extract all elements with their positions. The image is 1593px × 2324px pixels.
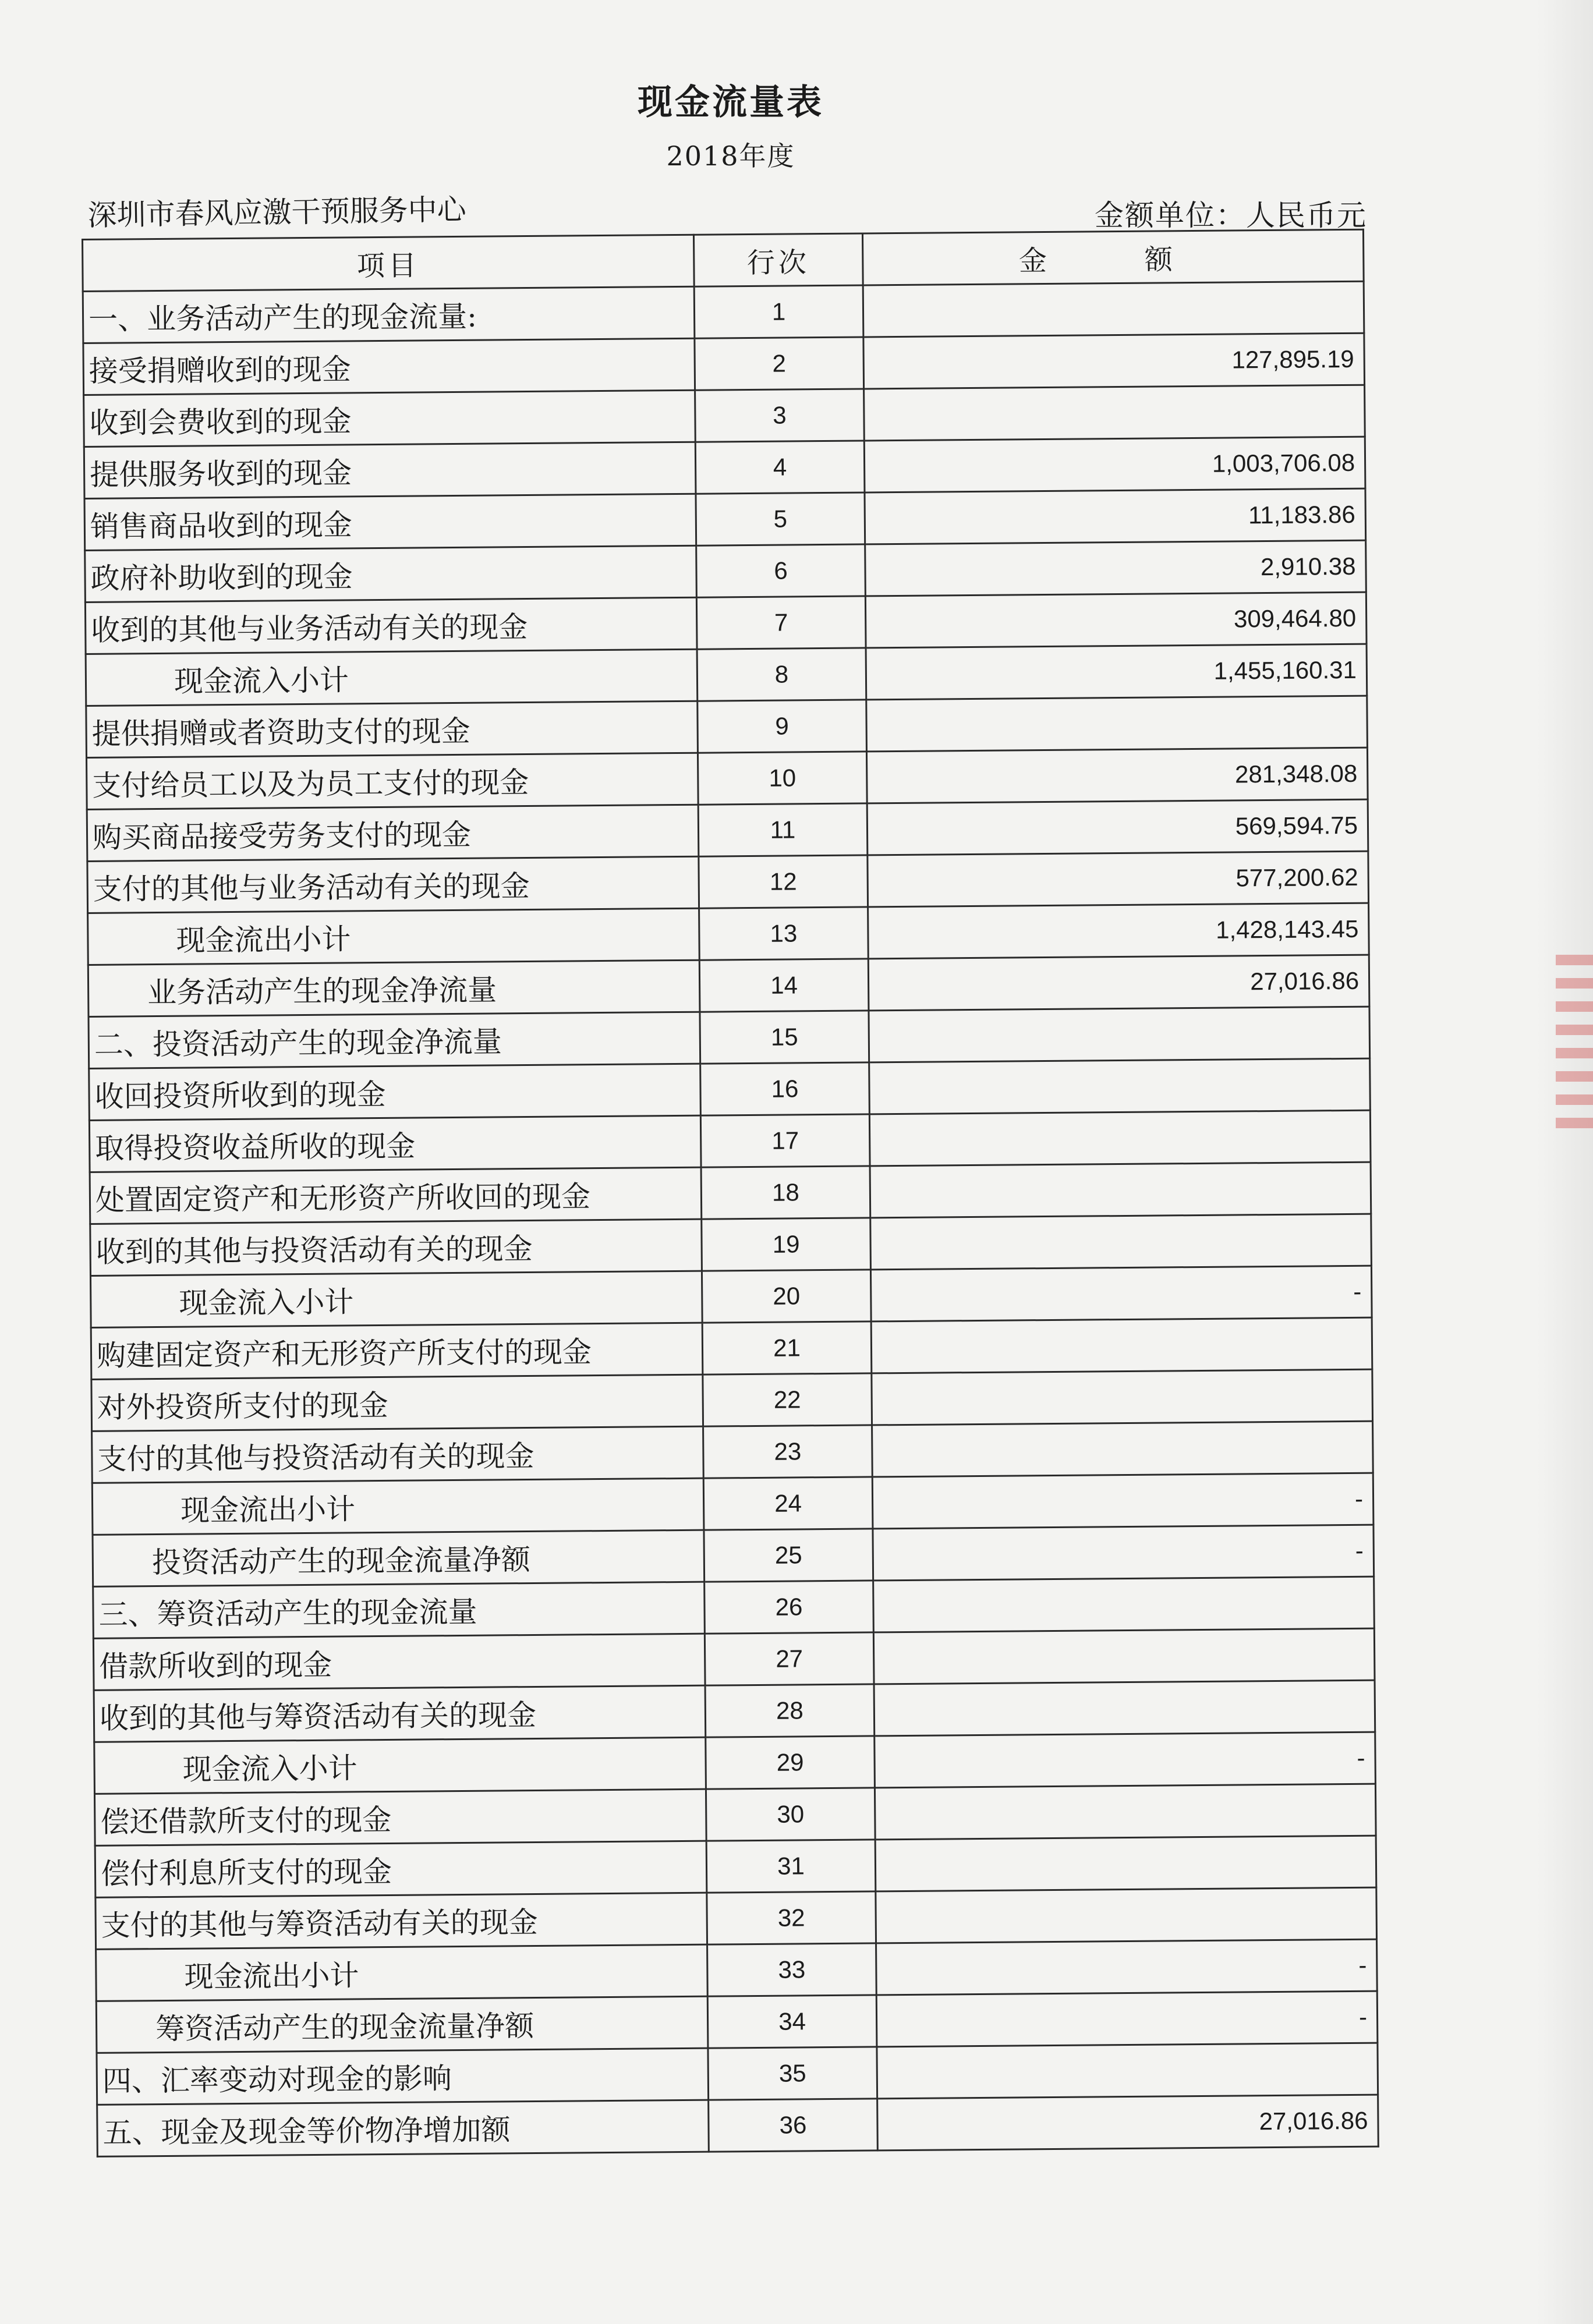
row-line-number: 10 <box>698 752 867 805</box>
row-amount <box>871 1317 1372 1373</box>
row-item-label: 收到会费收到的现金 <box>84 390 696 447</box>
table-body <box>83 281 1378 2156</box>
table-row <box>96 1939 1378 2001</box>
table-row <box>89 1058 1371 1120</box>
table-row <box>87 747 1368 809</box>
table-row <box>94 1784 1376 1845</box>
column-header-line: 行次 <box>693 233 863 286</box>
row-line-number: 11 <box>698 803 868 856</box>
row-item-label: 支付的其他与筹资活动有关的现金 <box>95 1893 707 1949</box>
row-line-number: 3 <box>695 389 865 442</box>
row-amount: 127,895.19 <box>863 333 1365 389</box>
row-line-number: 1 <box>694 285 863 338</box>
row-line-number: 16 <box>700 1062 870 1115</box>
row-item-label: 支付的其他与业务活动有关的现金 <box>87 856 699 913</box>
row-item-label: 现金流入小计 <box>90 1271 702 1327</box>
table-row <box>90 1162 1371 1224</box>
currency-unit: 金额单位：人民币元 <box>1095 199 1367 232</box>
row-line-number: 21 <box>702 1322 872 1374</box>
row-amount <box>877 2043 1378 2099</box>
cash-flow-table <box>82 229 1379 2158</box>
table-row <box>86 696 1368 757</box>
column-header-amount: 金 额 <box>862 229 1364 285</box>
row-item-label: 二、投资活动产生的现金净流量 <box>88 1012 700 1068</box>
row-line-number: 26 <box>705 1581 874 1634</box>
row-amount <box>870 1214 1372 1270</box>
row-amount: 1,455,160.31 <box>866 644 1367 700</box>
row-amount: 27,016.86 <box>868 955 1369 1011</box>
row-line-number: 32 <box>707 1891 876 1944</box>
table-row <box>85 592 1367 654</box>
row-amount: - <box>870 1266 1372 1322</box>
row-amount <box>864 385 1365 441</box>
table-row <box>90 1266 1372 1327</box>
row-line-number: 7 <box>696 596 866 649</box>
row-amount: - <box>872 1473 1373 1529</box>
row-amount: 2,910.38 <box>865 540 1367 596</box>
row-line-number: 5 <box>696 493 865 545</box>
row-line-number: 18 <box>701 1166 870 1219</box>
row-amount <box>869 1007 1370 1062</box>
row-item-label: 现金流出小计 <box>96 1944 708 2001</box>
table-row <box>97 2043 1378 2105</box>
table-row <box>83 281 1364 343</box>
row-amount: - <box>876 1939 1378 1995</box>
row-amount: 11,183.86 <box>865 488 1366 544</box>
table-row <box>85 540 1367 602</box>
row-line-number: 24 <box>703 1477 873 1530</box>
row-item-label: 支付的其他与投资活动有关的现金 <box>92 1426 704 1483</box>
table-row <box>92 1421 1373 1483</box>
table-row <box>90 1214 1372 1276</box>
row-amount: 569,594.75 <box>867 799 1368 855</box>
table-row <box>84 488 1366 550</box>
row-line-number: 4 <box>695 441 865 494</box>
table-row <box>93 1577 1375 1638</box>
table-row <box>84 385 1365 447</box>
row-amount <box>874 1680 1375 1736</box>
row-amount: - <box>876 1991 1378 2047</box>
table-row <box>87 799 1368 861</box>
row-line-number: 9 <box>698 700 867 753</box>
table-row <box>97 2095 1379 2156</box>
row-line-number: 22 <box>703 1373 872 1426</box>
row-line-number: 12 <box>699 855 868 908</box>
table-row <box>93 1628 1375 1690</box>
row-amount <box>870 1162 1371 1218</box>
row-line-number: 13 <box>699 907 869 960</box>
row-line-number: 28 <box>705 1684 875 1737</box>
row-amount <box>873 1577 1375 1632</box>
row-amount: 577,200.62 <box>868 851 1369 907</box>
row-item-label: 处置固定资产和无形资产所收回的现金 <box>90 1167 702 1224</box>
table-header-row <box>83 229 1364 291</box>
row-line-number: 17 <box>700 1114 870 1167</box>
row-item-label: 收到的其他与筹资活动有关的现金 <box>94 1685 706 1742</box>
row-amount: 1,428,143.45 <box>868 903 1369 959</box>
table-row <box>96 1991 1378 2053</box>
row-amount: - <box>873 1525 1374 1581</box>
row-item-label: 取得投资收益所收的现金 <box>89 1115 701 1172</box>
row-amount <box>869 1110 1371 1166</box>
table-row <box>92 1473 1373 1535</box>
row-item-label: 收到的其他与投资活动有关的现金 <box>90 1219 702 1276</box>
row-line-number: 30 <box>706 1788 875 1841</box>
document-period: 2018年度 <box>666 140 795 172</box>
row-line-number: 34 <box>707 1995 877 2048</box>
row-amount <box>872 1369 1373 1425</box>
row-item-label: 收到的其他与业务活动有关的现金 <box>85 597 697 654</box>
row-amount: 27,016.86 <box>877 2095 1379 2151</box>
row-item-label: 投资活动产生的现金流量净额 <box>93 1530 705 1586</box>
table-row <box>88 955 1369 1016</box>
table-row <box>91 1369 1373 1431</box>
row-line-number: 27 <box>705 1632 874 1685</box>
row-line-number: 33 <box>707 1943 877 1996</box>
table-row <box>95 1887 1377 1949</box>
table-row <box>94 1680 1375 1742</box>
row-line-number: 25 <box>704 1529 873 1582</box>
row-item-label: 借款所收到的现金 <box>93 1634 705 1690</box>
table-row <box>83 333 1365 395</box>
row-line-number: 29 <box>706 1736 875 1789</box>
seal-stamp-fragment <box>1556 955 1593 1129</box>
row-item-label: 购建固定资产和无形资产所支付的现金 <box>91 1323 703 1379</box>
document-title: 现金流量表 <box>638 82 824 123</box>
row-item-label: 一、业务活动产生的现金流量: <box>83 286 695 343</box>
row-item-label: 接受捐赠收到的现金 <box>83 338 695 395</box>
row-item-label: 现金流入小计 <box>94 1737 706 1794</box>
table-row <box>91 1317 1372 1379</box>
table-row <box>86 644 1367 706</box>
row-item-label: 五、现金及现金等价物净增加额 <box>97 2100 709 2156</box>
table-row <box>84 437 1365 498</box>
column-header-item: 项目 <box>83 235 695 291</box>
row-item-label: 偿付利息所支付的现金 <box>95 1841 707 1897</box>
row-item-label: 偿还借款所支付的现金 <box>94 1789 706 1845</box>
row-item-label: 三、筹资活动产生的现金流量 <box>93 1582 705 1638</box>
row-line-number: 2 <box>695 337 864 390</box>
row-line-number: 35 <box>708 2047 877 2100</box>
row-item-label: 现金流入小计 <box>86 649 698 706</box>
row-line-number: 8 <box>697 648 866 701</box>
row-amount: - <box>875 1732 1376 1788</box>
row-line-number: 20 <box>702 1270 871 1323</box>
row-amount <box>863 281 1364 337</box>
page-edge-shadow <box>1537 0 1593 2324</box>
table-row <box>94 1732 1376 1794</box>
row-line-number: 31 <box>706 1840 876 1893</box>
row-item-label: 四、汇率变动对现金的影响 <box>97 2048 709 2105</box>
row-line-number: 23 <box>703 1425 873 1478</box>
table-row <box>93 1525 1374 1586</box>
row-line-number: 6 <box>696 544 866 597</box>
row-amount <box>872 1421 1373 1477</box>
table-row <box>95 1836 1376 1897</box>
row-amount <box>875 1784 1376 1840</box>
table-row <box>88 903 1369 965</box>
row-amount <box>875 1836 1376 1891</box>
row-line-number: 36 <box>709 2099 878 2152</box>
row-item-label: 支付给员工以及为员工支付的现金 <box>87 753 699 809</box>
row-item-label: 提供服务收到的现金 <box>84 442 696 498</box>
row-item-label: 政府补助收到的现金 <box>85 545 697 602</box>
row-amount: 1,003,706.08 <box>864 437 1365 493</box>
row-line-number: 19 <box>702 1218 871 1271</box>
row-amount: 309,464.80 <box>865 592 1367 648</box>
row-line-number: 14 <box>699 959 869 1012</box>
cash-flow-table-wrapper <box>82 229 1379 2158</box>
row-amount <box>876 1887 1377 1943</box>
row-line-number: 15 <box>700 1011 869 1064</box>
row-item-label: 筹资活动产生的现金流量净额 <box>96 1996 708 2053</box>
row-amount: 281,348.08 <box>866 747 1368 803</box>
row-amount <box>869 1058 1371 1114</box>
row-item-label: 对外投资所支付的现金 <box>91 1374 703 1431</box>
row-amount <box>873 1628 1375 1684</box>
row-item-label: 提供捐赠或者资助支付的现金 <box>86 701 698 757</box>
row-item-label: 现金流出小计 <box>92 1478 704 1535</box>
table-row <box>89 1110 1371 1172</box>
row-item-label: 购买商品接受劳务支付的现金 <box>87 805 699 861</box>
organization-name: 深圳市春风应激干预服务中心 <box>87 192 467 232</box>
table-row <box>88 1007 1370 1068</box>
table-row <box>87 851 1369 913</box>
row-amount <box>866 696 1368 752</box>
row-item-label: 业务活动产生的现金净流量 <box>88 960 700 1016</box>
row-item-label: 现金流出小计 <box>88 908 700 965</box>
row-item-label: 销售商品收到的现金 <box>84 494 696 550</box>
row-item-label: 收回投资所收到的现金 <box>89 1064 701 1120</box>
